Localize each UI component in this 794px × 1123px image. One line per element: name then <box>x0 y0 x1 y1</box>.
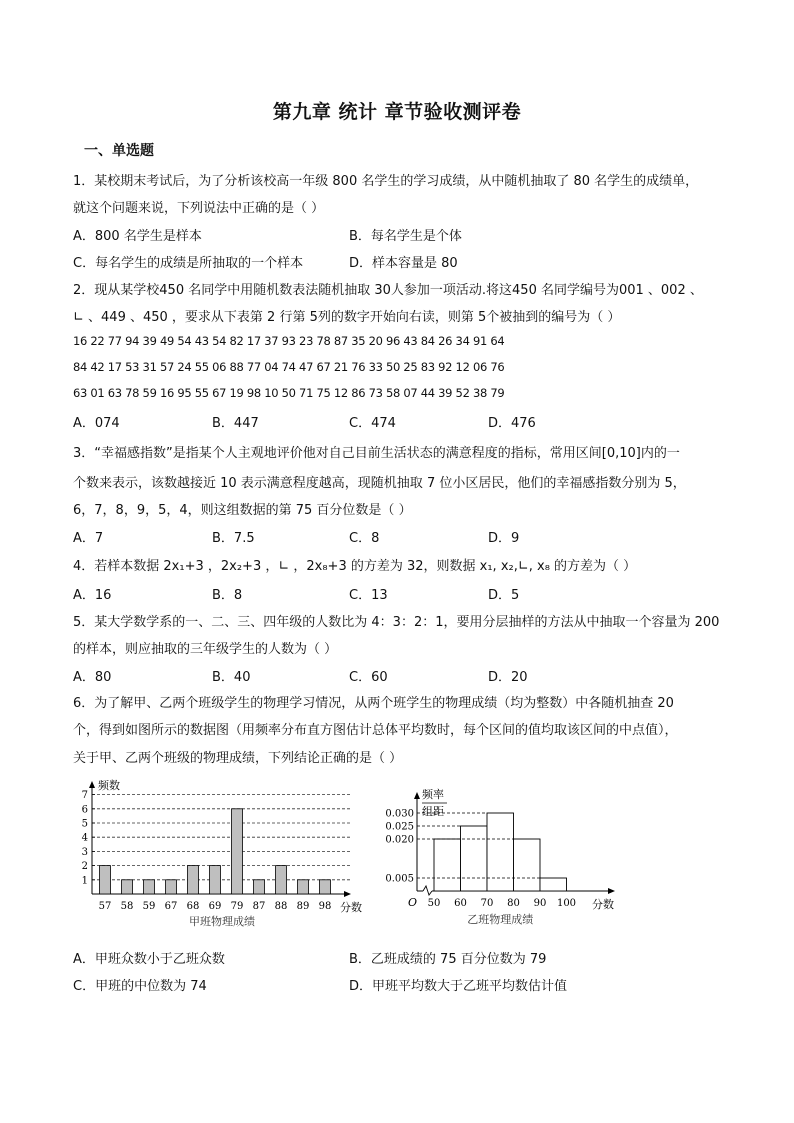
y-tick-label: 2 <box>81 861 88 873</box>
q6-option-d: D．甲班平均数大于乙班平均数估计值 <box>349 979 568 994</box>
y-tick-label: 6 <box>81 804 88 816</box>
q4-option-a: A．16 <box>73 588 112 603</box>
x-axis-label: 分数 <box>592 898 614 911</box>
section-heading: 一、单选题 <box>84 143 154 159</box>
class-jia-bar-chart <box>72 775 372 933</box>
histogram-bar <box>434 839 461 891</box>
bar <box>100 866 111 894</box>
x-axis-arrow <box>344 891 351 897</box>
x-tick-label: 60 <box>454 898 467 909</box>
x-tick-label: 50 <box>427 898 441 909</box>
chart-title: 甲班物理成绩 <box>189 915 255 928</box>
bar <box>254 880 265 894</box>
q5-option-a: A．80 <box>73 670 112 685</box>
q2-table-row3: 63 01 63 78 59 16 95 55 67 19 98 10 50 71 75 12 86 73 58 07 44 39 52 38 79 <box>73 386 505 400</box>
x-tick-label: 90 <box>533 898 547 909</box>
q5-option-d: D．20 <box>488 670 528 685</box>
q1-option-b: B．每名学生是个体 <box>349 229 462 244</box>
bar <box>232 809 243 894</box>
x-axis-arrow <box>608 888 615 894</box>
class-yi-histogram <box>372 782 637 932</box>
q5-option-c: C．60 <box>349 670 388 685</box>
y-axis-arrow <box>89 781 95 788</box>
bar <box>276 866 287 894</box>
q1-option-c: C．每名学生的成绩是所抽取的一个样本 <box>73 256 304 271</box>
q6-option-b: B．乙班成绩的 75 百分位数为 79 <box>349 952 547 967</box>
y-tick-label: 3 <box>81 846 88 858</box>
q1-line2: 就这个问题来说，下列说法中正确的是（ ） <box>73 201 325 216</box>
q2-line2: ∟ 、449 、450 ，要求从下表第 2 行第 5列的数字开始向右读，则第 5个被抽到的编号为（ ） <box>73 310 621 325</box>
q3-option-b: B．7.5 <box>212 531 255 546</box>
histogram-bar <box>540 878 567 891</box>
x-tick-label: 59 <box>142 901 156 912</box>
q3-line1: 3．“幸福感指数”是指某个人主观地评价他对自己目前生活状态的满意程度的指标，常用区间[0,10]内的一 <box>73 446 680 461</box>
x-tick-label: 69 <box>208 901 222 912</box>
origin-label: O <box>408 896 418 909</box>
bar <box>188 866 199 894</box>
x-tick-label: 87 <box>252 901 266 912</box>
x-tick-label: 89 <box>296 901 310 912</box>
x-tick-label: 67 <box>164 901 178 912</box>
q3-line3: 6，7，8，9，5，4，则这组数据的第 75 百分位数是（ ） <box>73 503 412 518</box>
q6-line1: 6．为了解甲、乙两个班级学生的物理学习情况，从两个班学生的物理成绩（均为整数）中各随机抽查 20 <box>73 696 674 711</box>
y-tick-label: 5 <box>81 818 88 830</box>
q2-option-b: B．447 <box>212 416 259 431</box>
chart-title: 乙班物理成绩 <box>467 913 534 926</box>
q1-option-d: D．样本容量是 80 <box>349 256 458 271</box>
x-tick-label: 80 <box>507 898 520 909</box>
histogram-bar <box>487 813 514 891</box>
q2-line1: 2．现从某学校450 名同学中用随机数表法随机抽取 30人参加一项活动.将这450 名同学编号为001 、002 、 <box>73 283 703 298</box>
y-tick-label: 0.020 <box>385 834 414 846</box>
y-tick-label: 1 <box>81 875 88 887</box>
q3-option-c: C．8 <box>349 531 380 546</box>
q2-option-d: D．476 <box>488 416 536 431</box>
q1-option-a: A．800 名学生是样本 <box>73 229 202 244</box>
y-axis-label-top: 频率 <box>422 788 444 801</box>
q2-option-a: A．074 <box>73 416 120 431</box>
q6-line3: 关于甲、乙两个班级的物理成绩，下列结论正确的是（ ） <box>73 751 403 766</box>
q4-option-c: C．13 <box>349 588 388 603</box>
q3-line2: 个数来表示，该数越接近 10 表示满意程度越高，现随机抽取 7 位小区居民，他们的幸福感指数分别为 5， <box>73 476 686 491</box>
bar <box>122 880 133 894</box>
x-tick-label: 100 <box>556 898 577 909</box>
y-tick-label: 0.025 <box>385 821 414 833</box>
q3-option-d: D．9 <box>488 531 520 546</box>
y-tick-label: 0.005 <box>385 873 414 885</box>
bar <box>210 866 221 894</box>
y-axis-label-bottom: 组距 <box>422 805 444 818</box>
y-axis-arrow <box>414 792 420 799</box>
bar <box>298 880 309 894</box>
x-tick-label: 57 <box>98 901 112 912</box>
histogram-bar <box>514 839 541 891</box>
q4-option-d: D．5 <box>488 588 520 603</box>
x-axis-label: 分数 <box>340 901 362 914</box>
x-tick-label: 68 <box>186 901 200 912</box>
x-tick-label: 58 <box>120 901 134 912</box>
x-tick-label: 79 <box>230 901 244 912</box>
q3-option-a: A．7 <box>73 531 104 546</box>
bar <box>144 880 155 894</box>
bar <box>320 880 331 894</box>
y-tick-label: 0.030 <box>385 808 414 820</box>
q5-line2: 的样本，则应抽取的三年级学生的人数为（ ） <box>73 642 338 657</box>
x-tick-label: 70 <box>480 898 494 909</box>
page-title: 第九章 统计 章节验收测评卷 <box>272 101 522 123</box>
q5-line1: 5．某大学数学系的一、二、三、四年级的人数比为 4：3：2：1，要用分层抽样的方法从中抽取一个容量为 200 <box>73 615 720 630</box>
y-tick-label: 7 <box>81 790 88 802</box>
q2-table-row2: 84 42 17 53 31 57 24 55 06 88 77 04 74 47 67 21 76 33 50 25 83 92 12 06 76 <box>73 360 505 374</box>
q2-table-row1: 16 22 77 94 39 49 54 43 54 82 17 37 93 23 78 87 35 20 96 43 84 26 34 91 64 <box>73 334 505 348</box>
q5-option-b: B．40 <box>212 670 251 685</box>
q6-option-c: C．甲班的中位数为 74 <box>73 979 207 994</box>
q4-line1: 4．若样本数据 2x₁+3 ，2x₂+3 ，∟ ，2x₈+3 的方差为 32，则数据 x₁, x₂,∟, x₈ 的方差为（ ） <box>73 559 637 574</box>
y-axis-label: 频数 <box>98 779 120 792</box>
q6-option-a: A．甲班众数小于乙班众数 <box>73 952 225 967</box>
x-tick-label: 98 <box>318 901 332 912</box>
axis-break-mark <box>423 886 432 895</box>
y-tick-label: 4 <box>81 832 88 844</box>
x-tick-label: 88 <box>274 901 288 912</box>
q4-option-b: B．8 <box>212 588 243 603</box>
q1-line1: 1．某校期末考试后，为了分析该校高一年级 800 名学生的学习成绩，从中随机抽取了 80 名学生的成绩单， <box>73 174 699 189</box>
bar <box>166 880 177 894</box>
q6-line2: 个，得到如图所示的数据图（用频率分布直方图估计总体平均数时，每个区间的值均取该区间的中点值）， <box>73 723 678 738</box>
q2-option-c: C．474 <box>349 416 396 431</box>
histogram-bar <box>461 826 488 891</box>
